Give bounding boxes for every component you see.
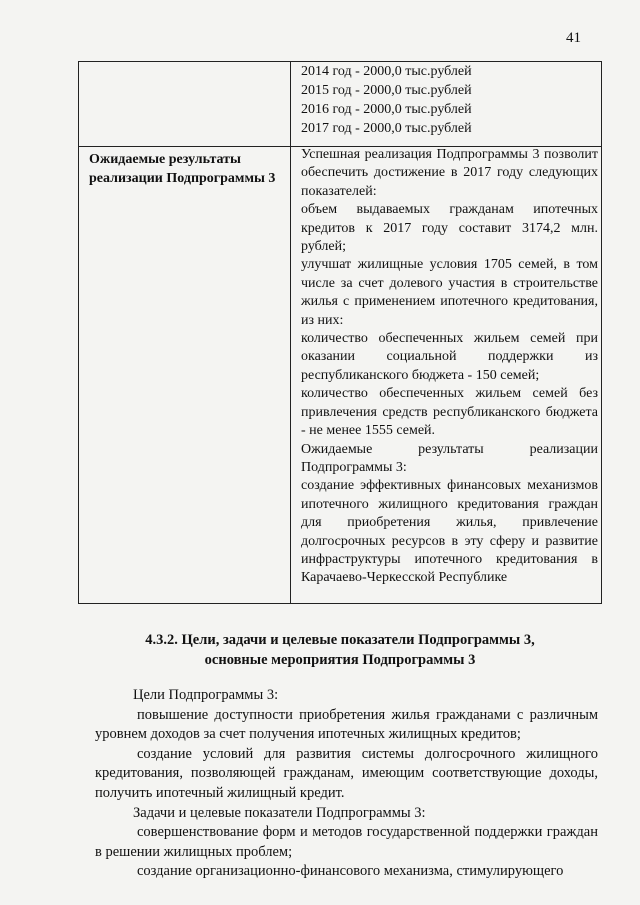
funding-year-line: 2017 год - 2000,0 тыс.рублей (301, 121, 472, 136)
body-paragraph: создание условий для развития системы долгосрочного жилищного кредитования, позволяющей гражданам, имеющим соответствующие доходы, получить ипотечный жилищный кредит. (95, 745, 598, 801)
section-body (95, 686, 598, 882)
results-label-cell: Ожидаемые результаты реализации Подпрограммы 3 (89, 152, 276, 186)
page-number: 41 (566, 30, 581, 46)
section-heading-line: основные мероприятия Подпрограммы 3 (204, 652, 476, 668)
section-heading-line: 4.3.2. Цели, задачи и целевые показатели Подпрограммы 3, (145, 632, 535, 648)
results-paragraph: количество обеспеченных жильем семей при оказании социальной поддержки из республиканского бюджета - 150 семей; (301, 331, 598, 383)
funding-year-line: 2016 год - 2000,0 тыс.рублей (301, 102, 472, 117)
results-paragraph: объем выдаваемых гражданам ипотечных кредитов к 2017 году составит 3174,2 млн. рублей; (301, 202, 598, 255)
funding-years-cell (301, 62, 596, 138)
body-paragraph: Цели Подпрограммы 3: (133, 687, 279, 703)
results-paragraph: Успешная реализация Подпрограммы 3 позволит обеспечить достижение в 2017 году следующих показателей: (301, 147, 598, 199)
results-content-cell (301, 146, 598, 588)
results-paragraph: создание эффективных финансовых механизмов ипотечного жилищного кредитования граждан для приобретения жилья, привлечение долгосрочных ресурсов в эту сферу и развитие инфраструктуры ипотечного кредитования в Карачаево-Черкесской Республике (301, 478, 598, 586)
funding-year-line: 2015 год - 2000,0 тыс.рублей (301, 83, 472, 98)
body-paragraph: совершенствование форм и методов государственной поддержки граждан в решении жилищных проблем; (95, 824, 598, 860)
body-paragraph: создание организационно-финансового механизма, стимулирующего (137, 863, 564, 880)
program-table (78, 61, 602, 604)
results-paragraph: улучшат жилищные условия 1705 семей, в том числе за счет долевого участия в строительстве жилья с применением ипотечного кредитования, из них: (301, 257, 598, 328)
results-paragraph: количество обеспеченных жильем семей без привлечения средств республиканского бюджета - не менее 1555 семей. (301, 386, 598, 439)
funding-year-line: 2014 год - 2000,0 тыс.рублей (301, 64, 472, 79)
body-paragraph: повышение доступности приобретения жилья гражданами с различным уровнем доходов за счет получения ипотечных жилищных кредитов; (95, 706, 598, 743)
results-paragraph: Ожидаемые результаты реализации Подпрограммы 3: (301, 441, 598, 475)
table-column-divider (290, 62, 291, 603)
section-heading (120, 630, 560, 670)
body-paragraph: Задачи и целевые показатели Подпрограммы 3: (133, 804, 426, 821)
